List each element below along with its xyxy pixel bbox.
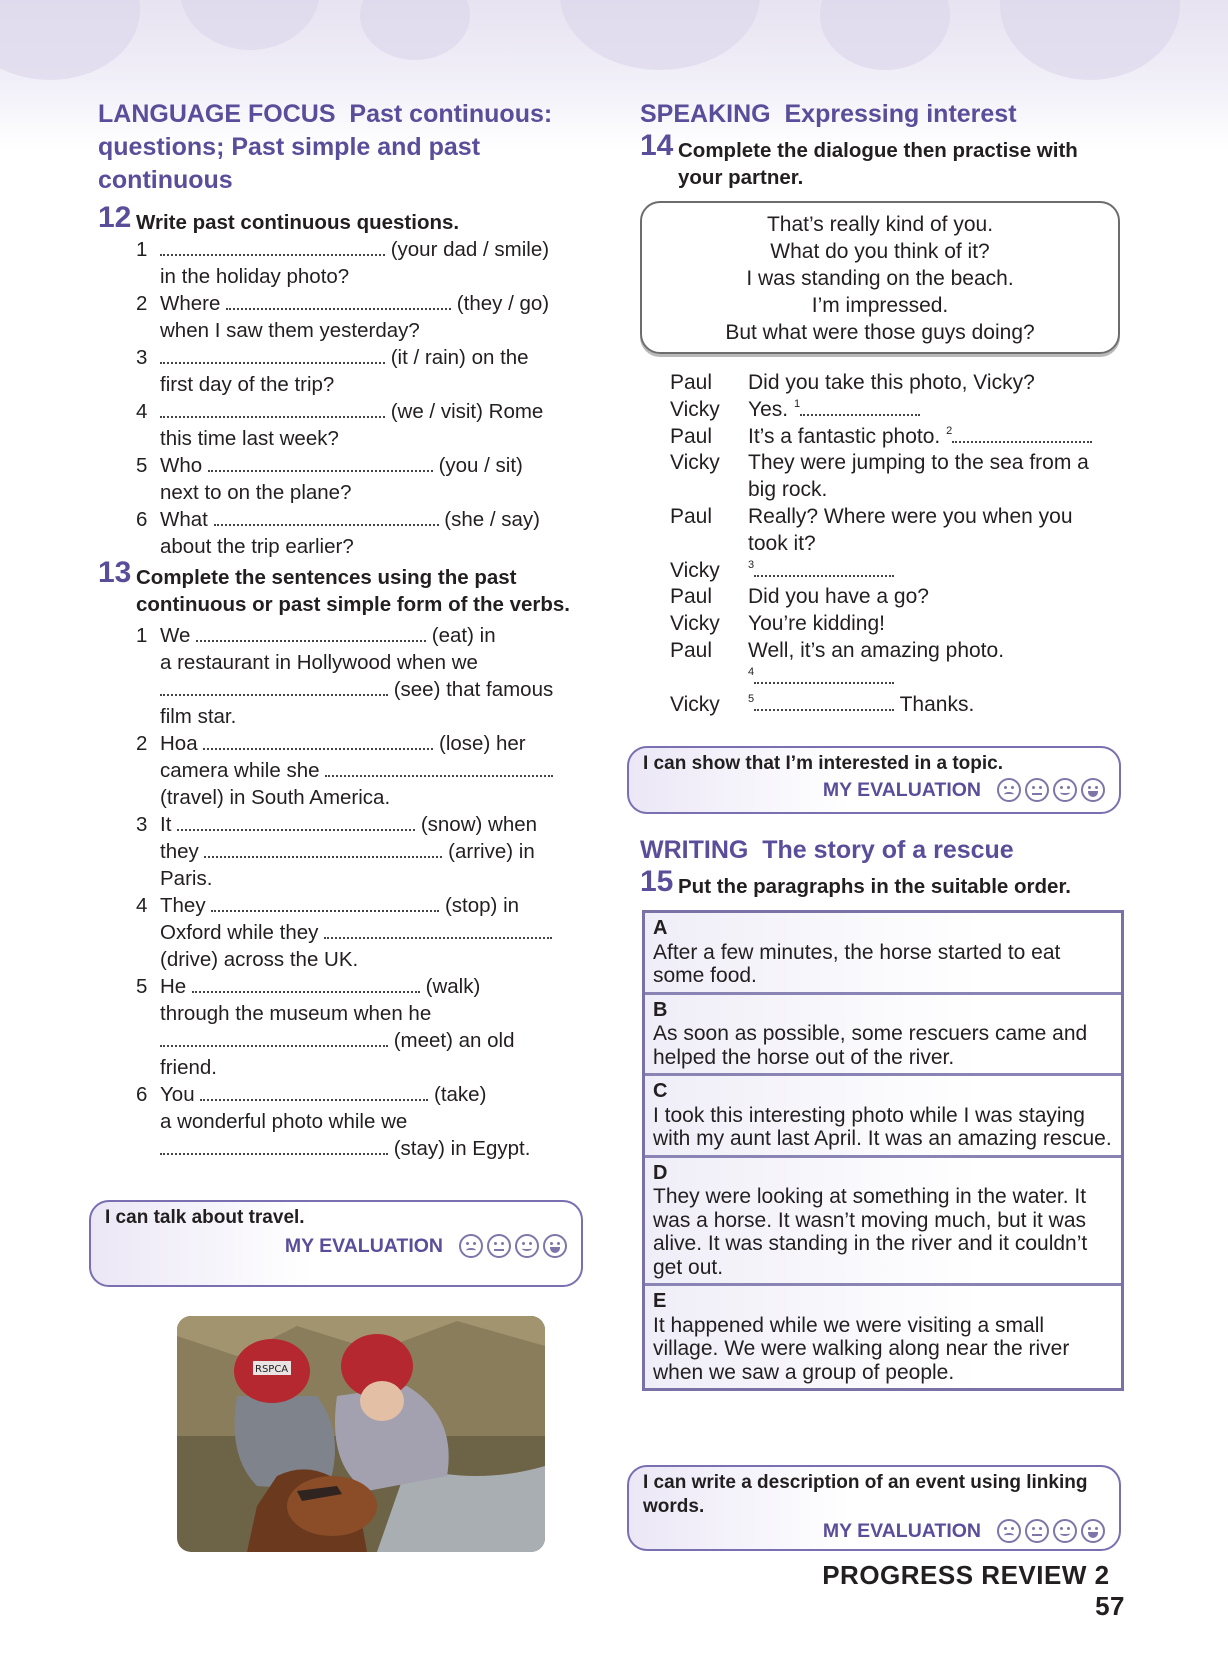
phrase: I was standing on the beach. <box>746 267 1014 290</box>
footer-section: PROGRESS REVIEW 2 <box>822 1560 1110 1590</box>
answer-gap[interactable] <box>204 842 442 858</box>
sad-face-icon[interactable] <box>997 778 1021 802</box>
self-evaluation-writing: I can write a description of an event using linking words. MY EVALUATION <box>627 1465 1121 1551</box>
helmet-text: RSPCA <box>255 1364 289 1375</box>
exercise-number: 13 <box>98 556 132 589</box>
dialogue-line: big rock. <box>748 478 828 502</box>
dialogue-line: Vicky Yes. $^1$ <box>640 397 1120 424</box>
answer-gap[interactable] <box>800 400 920 416</box>
answer-gap[interactable] <box>160 348 385 364</box>
answer-gap[interactable] <box>160 402 385 418</box>
sad-face-icon[interactable] <box>997 1519 1021 1543</box>
writing-section <box>640 834 1124 1391</box>
answer-gap[interactable] <box>160 240 385 256</box>
exercise-number: 14 <box>640 129 674 162</box>
dialogue-line: 4 <box>640 665 1120 692</box>
self-evaluation-interest: I can show that I’m interested in a topic. MY EVALUATION <box>627 746 1121 814</box>
paragraph-box[interactable]: B As soon as possible, some rescuers came and helped the horse out of the river. <box>645 992 1121 1074</box>
paragraph-box[interactable]: D They were looking at something in the water. It was a horse. It wasn’t moving much, but it was alive. It was standing in the river and it couldn’t get out. <box>645 1155 1121 1284</box>
paragraph-box[interactable]: C I took this interesting photo while I was staying with my aunt last April. It was an amazing rescue. <box>645 1073 1121 1155</box>
smile-face-icon[interactable] <box>515 1234 539 1258</box>
question-item: 1 (your dad / smile) in the holiday photo? <box>136 238 550 288</box>
answer-gap[interactable] <box>754 695 894 711</box>
rescue-photo <box>177 1316 545 1552</box>
speaking-title: SPEAKING Expressing interest <box>640 100 1017 128</box>
question-item: 3 (it / rain) on the first day of the trip? <box>136 346 529 396</box>
question-item: 6 What (she / say) about the trip earlier? <box>136 508 540 558</box>
answer-gap[interactable] <box>200 1085 428 1101</box>
answer-gap[interactable] <box>177 815 415 831</box>
dialogue-line: Paul Did you take this photo, Vicky? <box>670 371 1035 394</box>
sentence-item: 6 You (take) a wonderful photo while we (stay) in Egypt. <box>136 1083 531 1160</box>
page-footer <box>800 1560 1125 1622</box>
my-evaluation-label: MY EVALUATION <box>284 1234 443 1257</box>
my-evaluation-label: MY EVALUATION <box>822 778 981 801</box>
neutral-face-icon[interactable] <box>1025 1519 1049 1543</box>
exercise-14-heading: 14 Complete the dialogue then practise with your partner. <box>640 129 1078 189</box>
dialogue-line: Paul Really? Where were you when you <box>670 504 1073 528</box>
answer-gap[interactable] <box>211 896 439 912</box>
sentence-item: 5 He (walk) through the museum when he (meet) an old friend. <box>136 975 515 1079</box>
answer-gap[interactable] <box>952 427 1092 443</box>
dialogue-line: Paul It’s a fantastic photo. $^2$ <box>640 424 1120 451</box>
answer-gap[interactable] <box>324 923 552 939</box>
big-smile-face-icon[interactable] <box>1081 778 1105 802</box>
exercise-13-heading: 13 Complete the sentences using the past continuous or past simple form of the verbs. <box>98 556 570 616</box>
writing-title: WRITING The story of a rescue <box>640 836 1014 864</box>
answer-gap[interactable] <box>192 977 420 993</box>
question-item: 4 (we / visit) Rome this time last week? <box>136 400 544 450</box>
phrase: I’m impressed. <box>811 294 949 317</box>
page-number: 57 <box>1095 1591 1125 1621</box>
exercise-13-items <box>136 622 588 1162</box>
answer-gap[interactable] <box>214 510 439 526</box>
dialogue-line: took it? <box>748 531 816 555</box>
dialogue-line: Vicky You’re kidding! <box>670 612 885 636</box>
exercise-12-heading: 12 Write past continuous questions. <box>98 201 460 234</box>
my-evaluation-label: MY EVALUATION <box>822 1519 981 1542</box>
smile-face-icon[interactable] <box>1053 1519 1077 1543</box>
dialogue-line: Vicky $^5$ Thanks. <box>670 692 975 716</box>
sentence-item: 3 It (snow) when they (arrive) in Paris. <box>136 813 538 890</box>
answer-gap[interactable] <box>160 680 388 696</box>
sentence-item: 4 They (stop) in Oxford while they (drive) across the UK. <box>136 892 588 973</box>
question-item: 2 Where (they / go) when I saw them yesterday? <box>136 292 550 342</box>
smile-face-icon[interactable] <box>1053 778 1077 802</box>
answer-gap[interactable] <box>754 561 894 577</box>
exercise-number: 12 <box>98 201 132 234</box>
sentence-item: 2 Hoa (lose) her camera while she (travel) in South America. <box>136 730 588 811</box>
phrase: That’s really kind of you. <box>766 213 994 236</box>
neutral-face-icon[interactable] <box>1025 778 1049 802</box>
answer-gap[interactable] <box>226 294 451 310</box>
answer-gap[interactable] <box>203 734 433 750</box>
answer-gap[interactable] <box>325 761 553 777</box>
sentence-item: 1 We (eat) in a restaurant in Hollywood when we (see) that famous film star. <box>136 624 554 728</box>
right-column <box>640 98 1120 718</box>
answer-gap[interactable] <box>208 456 433 472</box>
answer-gap[interactable] <box>196 626 426 642</box>
paragraph-box[interactable]: E It happened while we were visiting a small village. We were walking along near the river when we saw a group of people. <box>645 1283 1121 1388</box>
question-item: 5 Who (you / sit) next to on the plane? <box>136 454 523 504</box>
answer-gap[interactable] <box>160 1031 388 1047</box>
dialogue-line: Paul Well, it’s an amazing photo. <box>670 638 1005 662</box>
dialogue <box>640 370 1120 718</box>
left-column <box>98 98 588 1162</box>
exercise-15-heading: 15 Put the paragraphs in the suitable order. <box>640 865 1071 898</box>
exercise-number: 15 <box>640 865 674 898</box>
dialogue-line: Paul Did you have a go? <box>670 585 929 609</box>
phrase: But what were those guys doing? <box>725 321 1035 344</box>
answer-gap[interactable] <box>160 1139 388 1155</box>
phrase: What do you think of it? <box>770 240 990 263</box>
big-smile-face-icon[interactable] <box>1081 1519 1105 1543</box>
answer-gap[interactable] <box>754 668 894 684</box>
self-evaluation-travel: I can talk about travel. MY EVALUATION <box>89 1200 583 1287</box>
big-smile-face-icon[interactable] <box>543 1234 567 1258</box>
dialogue-line: Vicky $^3$ <box>640 558 1120 585</box>
exercise-12-items <box>136 236 588 560</box>
paragraph-box[interactable]: A After a few minutes, the horse started to eat some food. <box>645 913 1121 992</box>
phrase-box <box>640 201 1120 354</box>
neutral-face-icon[interactable] <box>487 1234 511 1258</box>
language-focus-title: LANGUAGE FOCUS Past continuous: questions; Past simple and past continuous <box>98 100 553 194</box>
paragraph-list <box>642 910 1124 1391</box>
dialogue-line: Vicky They were jumping to the sea from a <box>670 451 1089 475</box>
sad-face-icon[interactable] <box>459 1234 483 1258</box>
